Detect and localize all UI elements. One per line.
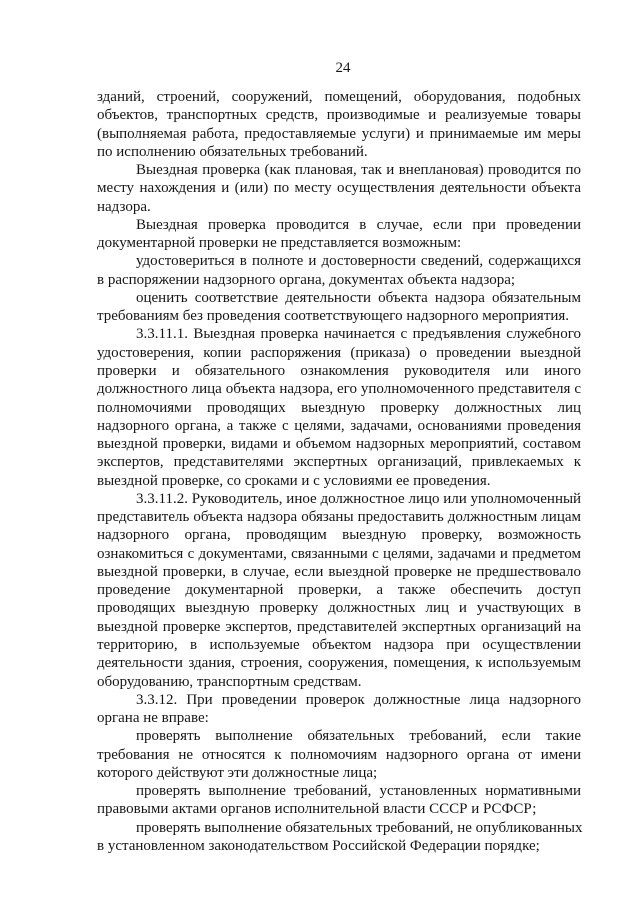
paragraph bbox=[97, 289, 581, 326]
text-line: выездной проверки, в случае, если выездной проверке не предшествовало bbox=[97, 563, 581, 580]
paragraph bbox=[97, 88, 581, 161]
paragraph bbox=[97, 252, 581, 289]
text-line: (выполняемая работа, предоставляемые услуги) и принимаемые им меры bbox=[97, 125, 581, 142]
text-line: удостоверения, копии распоряжения (приказа) о проведении выездной bbox=[97, 344, 581, 361]
paragraph bbox=[97, 216, 581, 253]
text-line: территорию, в используемые объектом надзора при осуществлении bbox=[97, 636, 581, 653]
paragraph bbox=[97, 325, 581, 489]
text-line: должностного лица объекта надзора, его уполномоченного представителя с bbox=[97, 381, 581, 398]
text-line: которого действуют эти должностные лица; bbox=[97, 764, 378, 781]
text-line: месту нахождения и (или) по месту осуществления деятельности объекта bbox=[97, 180, 581, 197]
text-line: выездной проверке экспертов, представителей экспертных организаций на bbox=[97, 618, 581, 635]
text-line: 3.3.12. При проведении проверок должностные лица надзорного bbox=[136, 691, 581, 708]
text-line: полномочиями проводящих выездную проверку должностных лиц bbox=[97, 399, 581, 416]
text-line: 3.3.11.2. Руководитель, иное должностное лицо или уполномоченный bbox=[136, 490, 582, 507]
text-line: в установленном законодательством Российской Федерации порядке; bbox=[97, 837, 540, 854]
text-line: требования не относятся к полномочиям надзорного органа от имени bbox=[97, 746, 581, 763]
paragraph bbox=[97, 691, 581, 728]
text-line: проверять выполнение требований, установленных нормативными bbox=[136, 783, 581, 800]
text-line: деятельности здания, строения, сооружения, помещения, к используемым bbox=[97, 655, 581, 672]
paragraph bbox=[97, 727, 581, 782]
text-line: проведение документарной проверки, а также обеспечить доступ bbox=[97, 582, 581, 599]
text-line: проводящих выездную проверку должностных лиц и участвующих в bbox=[97, 600, 581, 617]
text-line: 3.3.11.1. Выездная проверка начинается с предъявления служебного bbox=[136, 326, 581, 343]
document-body bbox=[97, 88, 581, 855]
text-line: надзорного органа, а также с целями, задачами, основаниями проведения bbox=[97, 417, 581, 434]
text-line: правовыми актами органов исполнительной власти СССР и РСФСР; bbox=[97, 801, 537, 818]
text-line: проверки и обязательного ознакомления руководителя или иного bbox=[97, 362, 581, 379]
text-line: объектов, транспортных средств, производимые и реализуемые товары bbox=[97, 107, 581, 124]
text-line: Выездная проверка (как плановая, так и внеплановая) проводится по bbox=[136, 162, 581, 179]
text-line: в распоряжении надзорного органа, документах объекта надзора; bbox=[97, 271, 516, 288]
text-line: по исполнению обязательных требований. bbox=[97, 143, 368, 160]
text-line: ознакомиться с документами, связанными с целями, задачами и предметом bbox=[97, 545, 581, 562]
text-line: Выездная проверка проводится в случае, если при проведении bbox=[136, 216, 581, 233]
text-line: оценить соответствие деятельности объекта надзора обязательным bbox=[136, 289, 581, 306]
page-number: 24 bbox=[335, 60, 351, 76]
text-line: надзора. bbox=[97, 198, 151, 215]
text-line: органа не вправе: bbox=[97, 710, 209, 727]
text-line: экспертов, представителями экспертных организаций, привлекаемых к bbox=[97, 454, 581, 471]
text-line: проверять выполнение обязательных требований, если такие bbox=[136, 728, 581, 745]
text-line: документарной проверки не представляется возможным: bbox=[97, 235, 462, 252]
text-line: выездной проверке, со сроками и с условиями ее проведения. bbox=[97, 472, 491, 489]
text-line: оборудованию, транспортным средствам. bbox=[97, 673, 362, 690]
text-line: проверять выполнение обязательных требований, не опубликованных bbox=[136, 819, 583, 836]
text-line: требованиям без проведения соответствующего надзорного мероприятия. bbox=[97, 308, 570, 325]
paragraph bbox=[97, 490, 581, 691]
text-line: представитель объекта надзора обязаны предоставить должностным лицам bbox=[97, 509, 581, 526]
paragraph bbox=[97, 782, 581, 819]
text-line: выездной проверки, видами и объемом надзорных мероприятий, составом bbox=[97, 436, 581, 453]
paragraph bbox=[97, 819, 581, 856]
text-line: удостовериться в полноте и достоверности сведений, содержащихся bbox=[136, 253, 581, 270]
text-line: надзорного органа, проводящим выездную проверку, возможность bbox=[97, 527, 581, 544]
paragraph bbox=[97, 161, 581, 216]
text-line: зданий, строений, сооружений, помещений, оборудования, подобных bbox=[97, 89, 581, 105]
